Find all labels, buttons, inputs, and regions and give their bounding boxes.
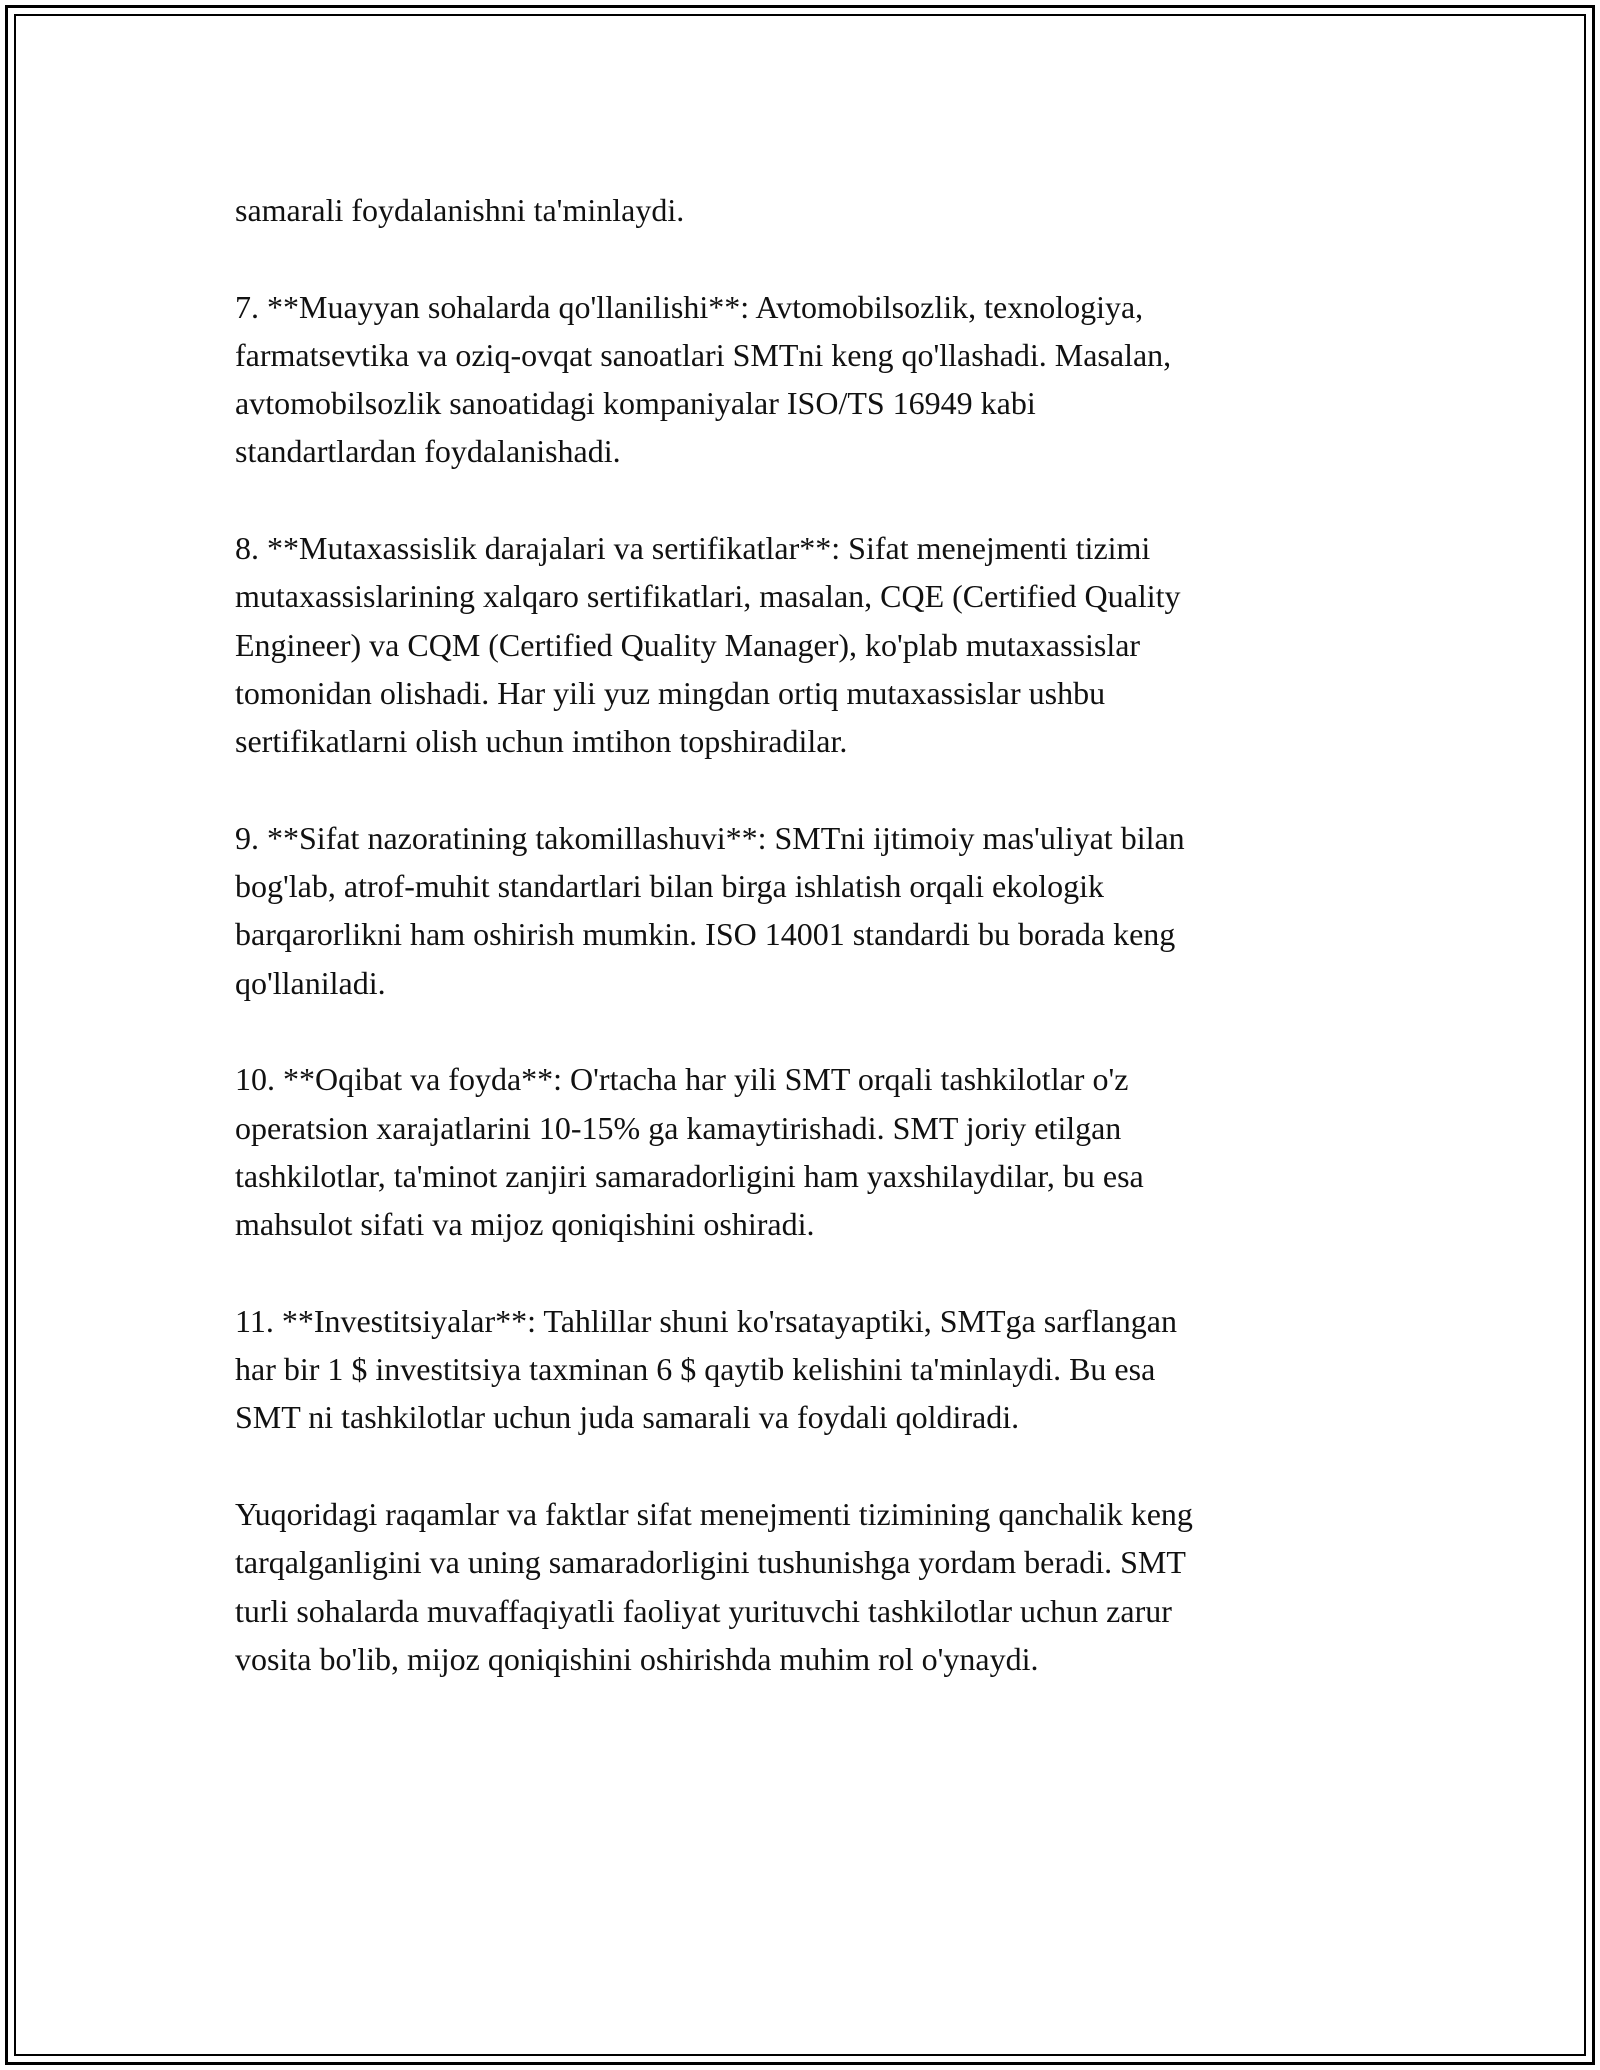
document-body [235, 186, 1375, 1732]
paragraph-item-9: 9. **Sifat nazoratining takomillashuvi**: SMTni ijtimoiy mas'uliyat bilan bog'lab, atrof-muhit standartlari bilan birga ishlatish orqali ekologik barqarorlikni ham oshirish mumkin. ISO 14001 standardi bu borada keng qo'llaniladi. [235, 819, 1185, 1001]
paragraph-conclusion: Yuqoridagi raqamlar va faktlar sifat menejmenti tizimining qanchalik keng tarqalganligini va uning samaradorligini tushunishga yordam beradi. SMT turli sohalarda muvaffaqiyatli faoliyat yurituvchi tashkilotlar uchun zarur vosita bo'lib, mijoz qoniqishini oshirishda muhim rol o'ynaydi. [235, 1496, 1193, 1677]
paragraph-item-8: 8. **Mutaxassislik darajalari va sertifikatlar**: Sifat menejmenti tizimi mutaxassislarining xalqaro sertifikatlari, masalan, CQE (Certified Quality Engineer) va CQM (Certified Quality Manager), ko'plab mutaxassislar tomonidan olishadi. Har yili yuz mingdan ortiq mutaxassislar ushbu sertifikatlarni olish uchun imtihon topshiradilar. [235, 530, 1181, 760]
paragraph-item-10: 10. **Oqibat va foyda**: O'rtacha har yili SMT orqali tashkilotlar o'z operatsion xarajatlarini 10-15% ga kamaytirishadi. SMT joriy etilgan tashkilotlar, ta'minot zanjiri samaradorligini ham yaxshilaydilar, bu esa mahsulot sifati va mijoz qoniqishini oshiradi. [235, 1061, 1144, 1243]
paragraph-continuation: samarali foydalanishni ta'minlaydi. [235, 192, 685, 228]
paragraph-item-7: 7. **Muayyan sohalarda qo'llanilishi**: Avtomobilsozlik, texnologiya, farmatsevtika va oziq-ovqat sanoatlari SMTni keng qo'llashadi. Masalan, avtomobilsozlik sanoatidagi kompaniyalar ISO/TS 16949 kabi standartlardan foydalanishadi. [235, 288, 1172, 470]
paragraph-item-11: 11. **Investitsiyalar**: Tahlillar shuni ko'rsatayaptiki, SMTga sarflangan har bir 1 $ investitsiya taxminan 6 $ qaytib kelishini ta'minlaydi. Bu esa SMT ni tashkilotlar uchun juda samarali va foydali qoldiradi. [235, 1302, 1177, 1436]
